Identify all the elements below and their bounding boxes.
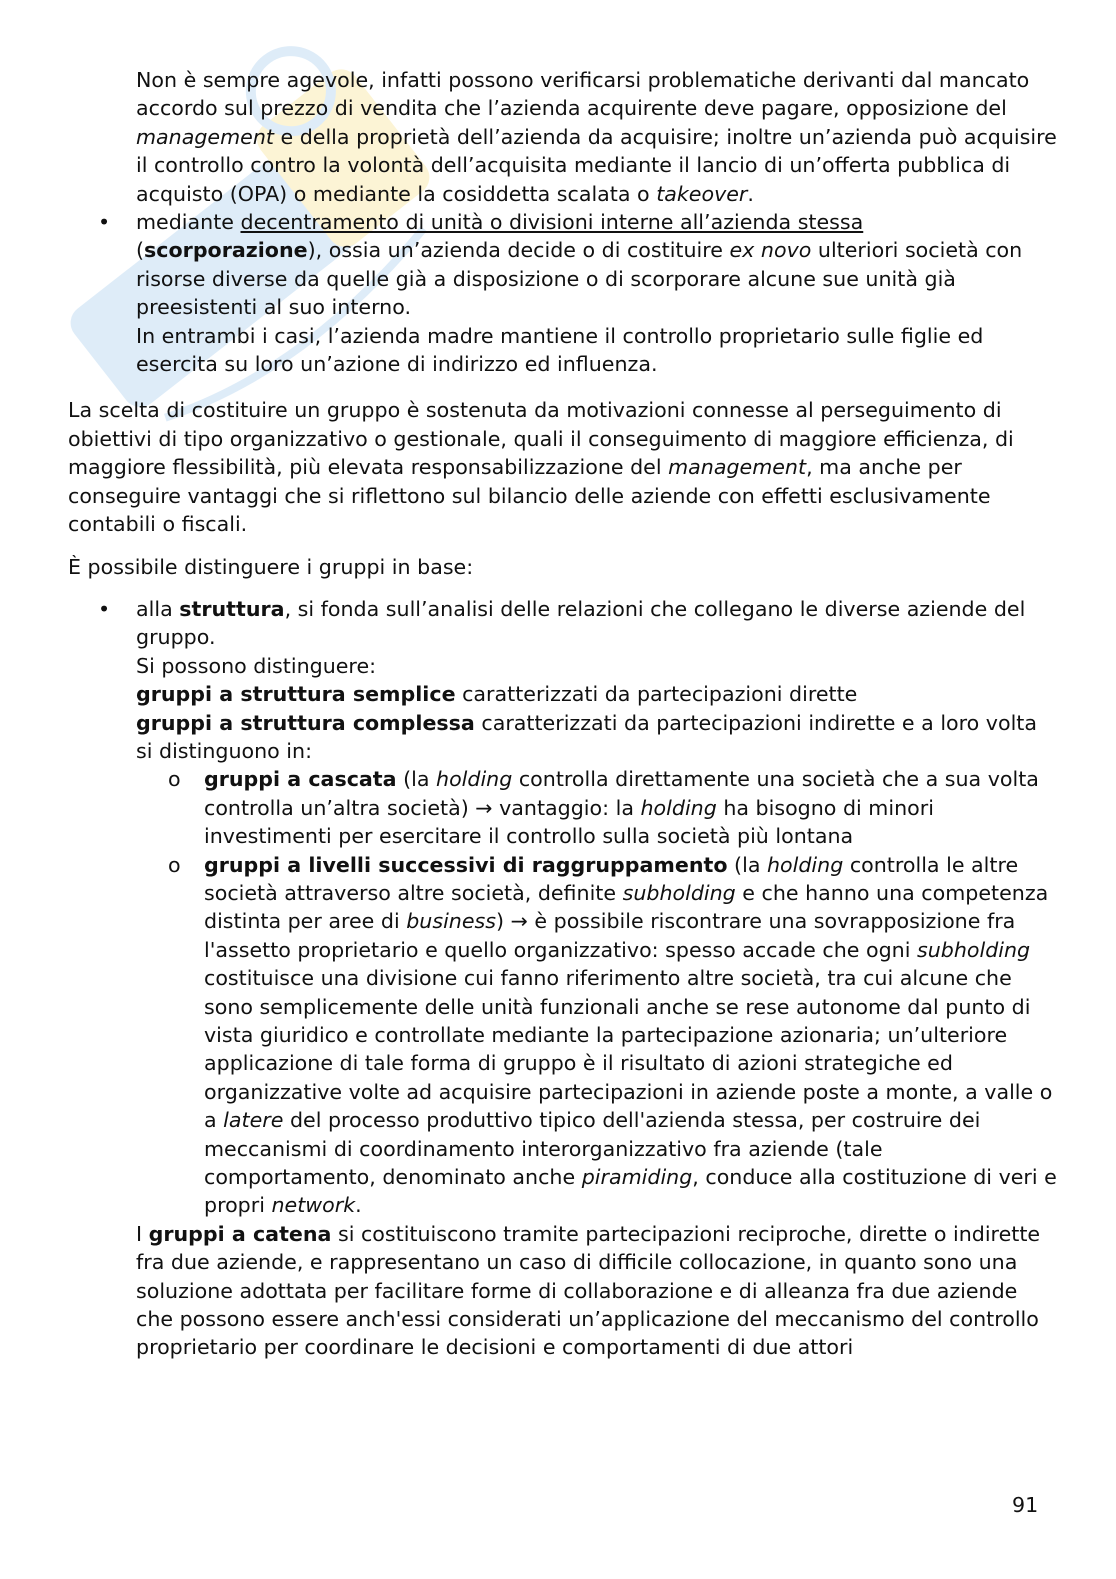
document-body [68,66,1058,1362]
bullet-icon: • [98,210,111,235]
paragraph-motivazioni: La scelta di costituire un gruppo è sostenuta da motivazioni connesse al perseguimento di obiettivi di tipo organizzativo o gestionale, quali il conseguimento di maggiore efficienza, di maggiore flessibilità, più elevata responsabilizzazione del management, ma anche per conseguire vantaggi che si riflettono sul bilancio delle aziende con effetti esclusivamente contabili o fiscali. [68,398,1014,537]
subbullet-icon: o [168,767,181,792]
bullet-icon: • [98,596,111,621]
page-number: 91 [1012,1493,1039,1517]
subitem-cascata: o gruppi a cascata (la holding controlla direttamente una società che a sua volta controlla un’altra società) → vantaggio: la holding ha bisogno di minori investimenti per esercitare il controllo sulla società più lontana [168,767,1039,849]
arrow-right-icon: → [475,795,493,820]
bullet-scorporazione: • mediante decentramento di unità o divisioni interne all’azienda stessa (scorporazione), ossia un’azienda decide o di costituire ex novo ulteriori società con risorse diverse da quelle già a disposizione o di scorporare alcune sue unità già preesistenti al suo interno. In entrambi i casi, l’azienda madre mantiene il controllo proprietario sulle figlie ed esercita su loro un’azione di indirizzo ed influenza. [98,210,1023,377]
paragraph-distinguere: È possibile distinguere i gruppi in base: [68,554,474,579]
paragraph-catena: I gruppi a catena si costituiscono tramite partecipazioni reciproche, dirette o indirette fra due aziende, e rappresentano un caso di difficile collocazione, in quanto sono una soluzione adottata per facilitare forme di collaborazione e di alleanza fra due aziende che possono essere anch'essi considerati un’applicazione del meccanismo del controllo proprietario per coordinare le decisioni e comportamenti di due attori [136,1221,1041,1360]
bullet-struttura: • alla struttura, si fonda sull’analisi delle relazioni che collegano le diverse aziende del gruppo. Si possono distinguere: gruppi a struttura semplice caratterizzati da partecipazioni dirette gruppi a struttura complessa caratterizzati da partecipazioni indirette e a loro volta si distinguono in: [98,596,1038,763]
intro-continuation: Non è sempre agevole, infatti possono verificarsi problematiche derivanti dal mancato accordo sul prezzo di vendita che l’azienda acquirente deve pagare, opposizione del management e della proprietà dell’azienda da acquisire; inoltre un’azienda può acquisire il controllo contro la volontà dell’acquisita mediante il lancio di un’offerta pubblica di acquisto (OPA) o mediante la cosiddetta scalata o takeover. [136,68,1057,206]
subbullet-icon: o [168,852,181,877]
arrow-right-icon: → [510,909,528,934]
subitem-livelli: o gruppi a livelli successivi di raggruppamento (la holding controlla le altre società attraverso altre società, definite subholding e che hanno una competenza distinta per aree di business) → è possibile riscontrare una sovrapposizione fra l'assetto proprietario e quello organizzativo: spesso accade che ogni subholding costituisce una divisione cui fanno riferimento altre società, tra cui alcune che sono semplicemente delle unità funzionali anche se rese autonome dal punto di vista giuridico e controllate mediante la partecipazione azionaria; un’ulteriore applicazione di tale forma di gruppo è il risultato di azioni strategiche ed organizzative volte ad acquisire partecipazioni in aziende poste a monte, a valle o a latere del processo produttivo tipico dell'azienda stessa, per costruire dei meccanismi di coordinamento interorganizzativo fra aziende (tale comportamento, denominato anche piramiding, conduce alla costituzione di veri e propri network. [168,852,1057,1218]
